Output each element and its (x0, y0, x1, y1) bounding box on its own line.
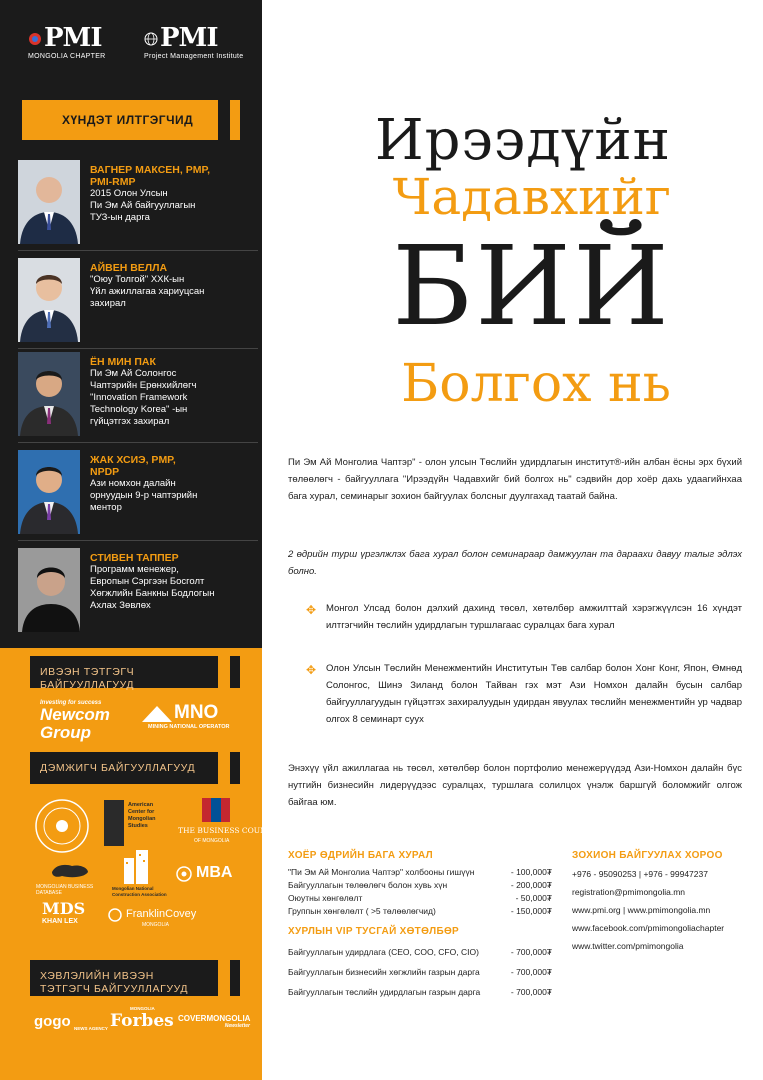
header-logos (28, 24, 248, 68)
speaker-photo (18, 258, 80, 342)
committee-title: ЗОХИОН БАЙГУУЛАХ ХОРОО (572, 850, 723, 861)
contact-phone: +976 - 95090253 | +976 - 99947237 (572, 869, 708, 879)
cover-mongolia-logo: COVERMONGOLIA Newsletter (178, 1014, 251, 1029)
newcom-logo: Investing for success Newcom Group (40, 700, 110, 742)
pmi-globe-icon (28, 32, 42, 46)
conference-pricing-title: ХОЁР ӨДРИЙН БАГА ХУРАЛ (288, 850, 433, 861)
speaker-card (18, 548, 258, 632)
mds-logo: MDS KHAN LEX (42, 899, 86, 925)
speaker-card (18, 258, 258, 342)
intro-paragraph: Пи Эм Ай Монголиа Чаптэр" - олон улсын Төслийн удирдлагын институт®-ийн албан ёсны эрх бүхий төлөөлөгч - байгууллага "Ирээдүйн Чадавхийг бий болгох нь" сэдвийн дор хоёр дахь удаагийнхаа бага хурал, семинарыг зохион байгуулах болсныг дуулгахад таатай байна. (288, 457, 742, 502)
contact-websites[interactable]: www.pmi.org | www.pmimongolia.mn (572, 905, 711, 915)
honored-speakers-header (22, 100, 218, 140)
title-line-1: Ирээдүйн (374, 108, 671, 173)
benefit-item: ✥ Олон Улсын Төслийн Менежментийн Институтын Төв салбар болон Хонг Конг, Япон, Өмнөд Солонгос, Шинэ Зиланд болон Тайван гэх мэт Ази Номхон далайн бусын салбар байгууллагуудын гүйцэтгэх захиралуудын удирдан явуулах төслийн менежментийн ур чадвар олгох 8 семинарт суух (306, 663, 742, 725)
contact-email[interactable]: registration@pmimongolia.mn (572, 887, 686, 897)
bullet-icon: ✥ (306, 603, 317, 617)
speaker-photo (18, 548, 80, 632)
contact-facebook[interactable]: www.facebook.com/pmimongoliachapter (572, 923, 725, 933)
speaker-card (18, 160, 258, 244)
speaker-photo (18, 450, 80, 534)
globe-icon (144, 32, 158, 46)
gogo-logo: gogo NEWS AGENCY (34, 1013, 108, 1031)
section-accent (230, 960, 240, 996)
section-accent (230, 656, 240, 688)
mongolia-map-icon (50, 862, 90, 880)
speaker-name: ЁН МИН ПАК (90, 356, 156, 368)
speaker-role: Программ менежер, Европын Сэргээн Босголт Хөгжлийн Банкны Бодлогын Ахлах Зөвлөх (90, 564, 215, 611)
forbes-logo: Forbes MONGOLIA (110, 1006, 174, 1031)
speaker-role: Ази номхон далайн орнуудын 9-р чаптэрийн ментор (90, 478, 198, 513)
speaker-name: ВАГНЕР МАКСЕН, PMP, PMI-RMP (90, 164, 211, 188)
closing-paragraph: Энэхүү үйл ажиллагаа нь төсөл, хөтөлбөр болон портфолио менежерүүдэд Ази-Номхон далайн бүс нутгийн бизнесийн лидерүүдээс суралцах, туршлага солилцох үнэлж баршгүй боломжийг олгож байгаа юм. (288, 763, 742, 808)
mno-mark-icon (142, 704, 172, 722)
speaker-card (18, 352, 258, 436)
mongolia-flag-icon (202, 798, 230, 822)
supporters-header: ДЭМЖИГЧ БАЙГУУЛЛАГУУД (30, 752, 218, 784)
speaker-name: ЖАК ХСИЭ, PMP, NPDP (90, 454, 176, 478)
speaker-name: АЙВЕН ВЕЛЛА (90, 262, 168, 274)
title-line-4: Болгох нь (401, 354, 671, 414)
speaker-photo (18, 160, 80, 244)
main-sponsors-header: ИВЭЭН ТЭТГЭГЧ БАЙГУУЛЛАГУУД (30, 656, 218, 688)
speaker-role: "Оюу Толгой" ХХК-ын Үйл ажиллагаа хариуцсан захирал (90, 274, 205, 309)
building-icon (122, 848, 152, 884)
speaker-card (18, 450, 258, 534)
media-sponsors-header: ХЭВЛЭЛИЙН ИВЭЭН ТЭТГЭГЧ БАЙГУУЛЛАГУУД (30, 960, 218, 996)
header-accent (230, 100, 240, 140)
mba-emblem-icon (176, 866, 192, 882)
benefit-item: ✥ Монгол Улсад болон дэлхий дахинд төсөл, хөтөлбөр амжилттай хэрэгжүүлсэн 16 хүндэт илтгэгчийн төслийн удирдлагын туршлагаас суралцах бага хурал (306, 603, 742, 631)
title-line-3: БИЙ (392, 222, 671, 350)
title-line-2: Чадавхийг (392, 168, 671, 226)
seal-logo (34, 798, 90, 854)
pmi-institute-logo: PMI Project Management Institute (144, 23, 244, 60)
speaker-role: Пи Эм Ай Солонгос Чаптэрийн Ерөнхийлөгч "Innovation Framework Technology Korea" -ын гүйцэтгэх захирал (90, 368, 197, 427)
pmi-mongolia-logo: PMI MONGOLIA CHAPTER (28, 23, 106, 60)
speaker-photo (18, 352, 80, 436)
speaker-name: СТИВЕН ТАППЕР (90, 552, 179, 564)
franklin-emblem-icon (108, 908, 122, 922)
lead-paragraph: 2 өдрийн турш үргэлжлэх бага хурал болон семинараар дамжуулан та дараахи давуу талыг эдлэх болно. (288, 549, 742, 577)
section-accent (230, 752, 240, 784)
contact-twitter[interactable]: www.twitter.com/pmimongolia (572, 941, 684, 951)
speaker-role: 2015 Олон Улсын Пи Эм Ай байгууллагын ТУЗ-ын дарга (90, 188, 196, 223)
vip-program-title: ХУРЛЫН VIP ТУСГАЙ ХӨТӨЛБӨР (288, 926, 460, 937)
bullet-icon: ✥ (306, 663, 317, 677)
honored-speakers-title: ХҮНДЭТ ИЛТГЭГЧИД (62, 113, 194, 127)
